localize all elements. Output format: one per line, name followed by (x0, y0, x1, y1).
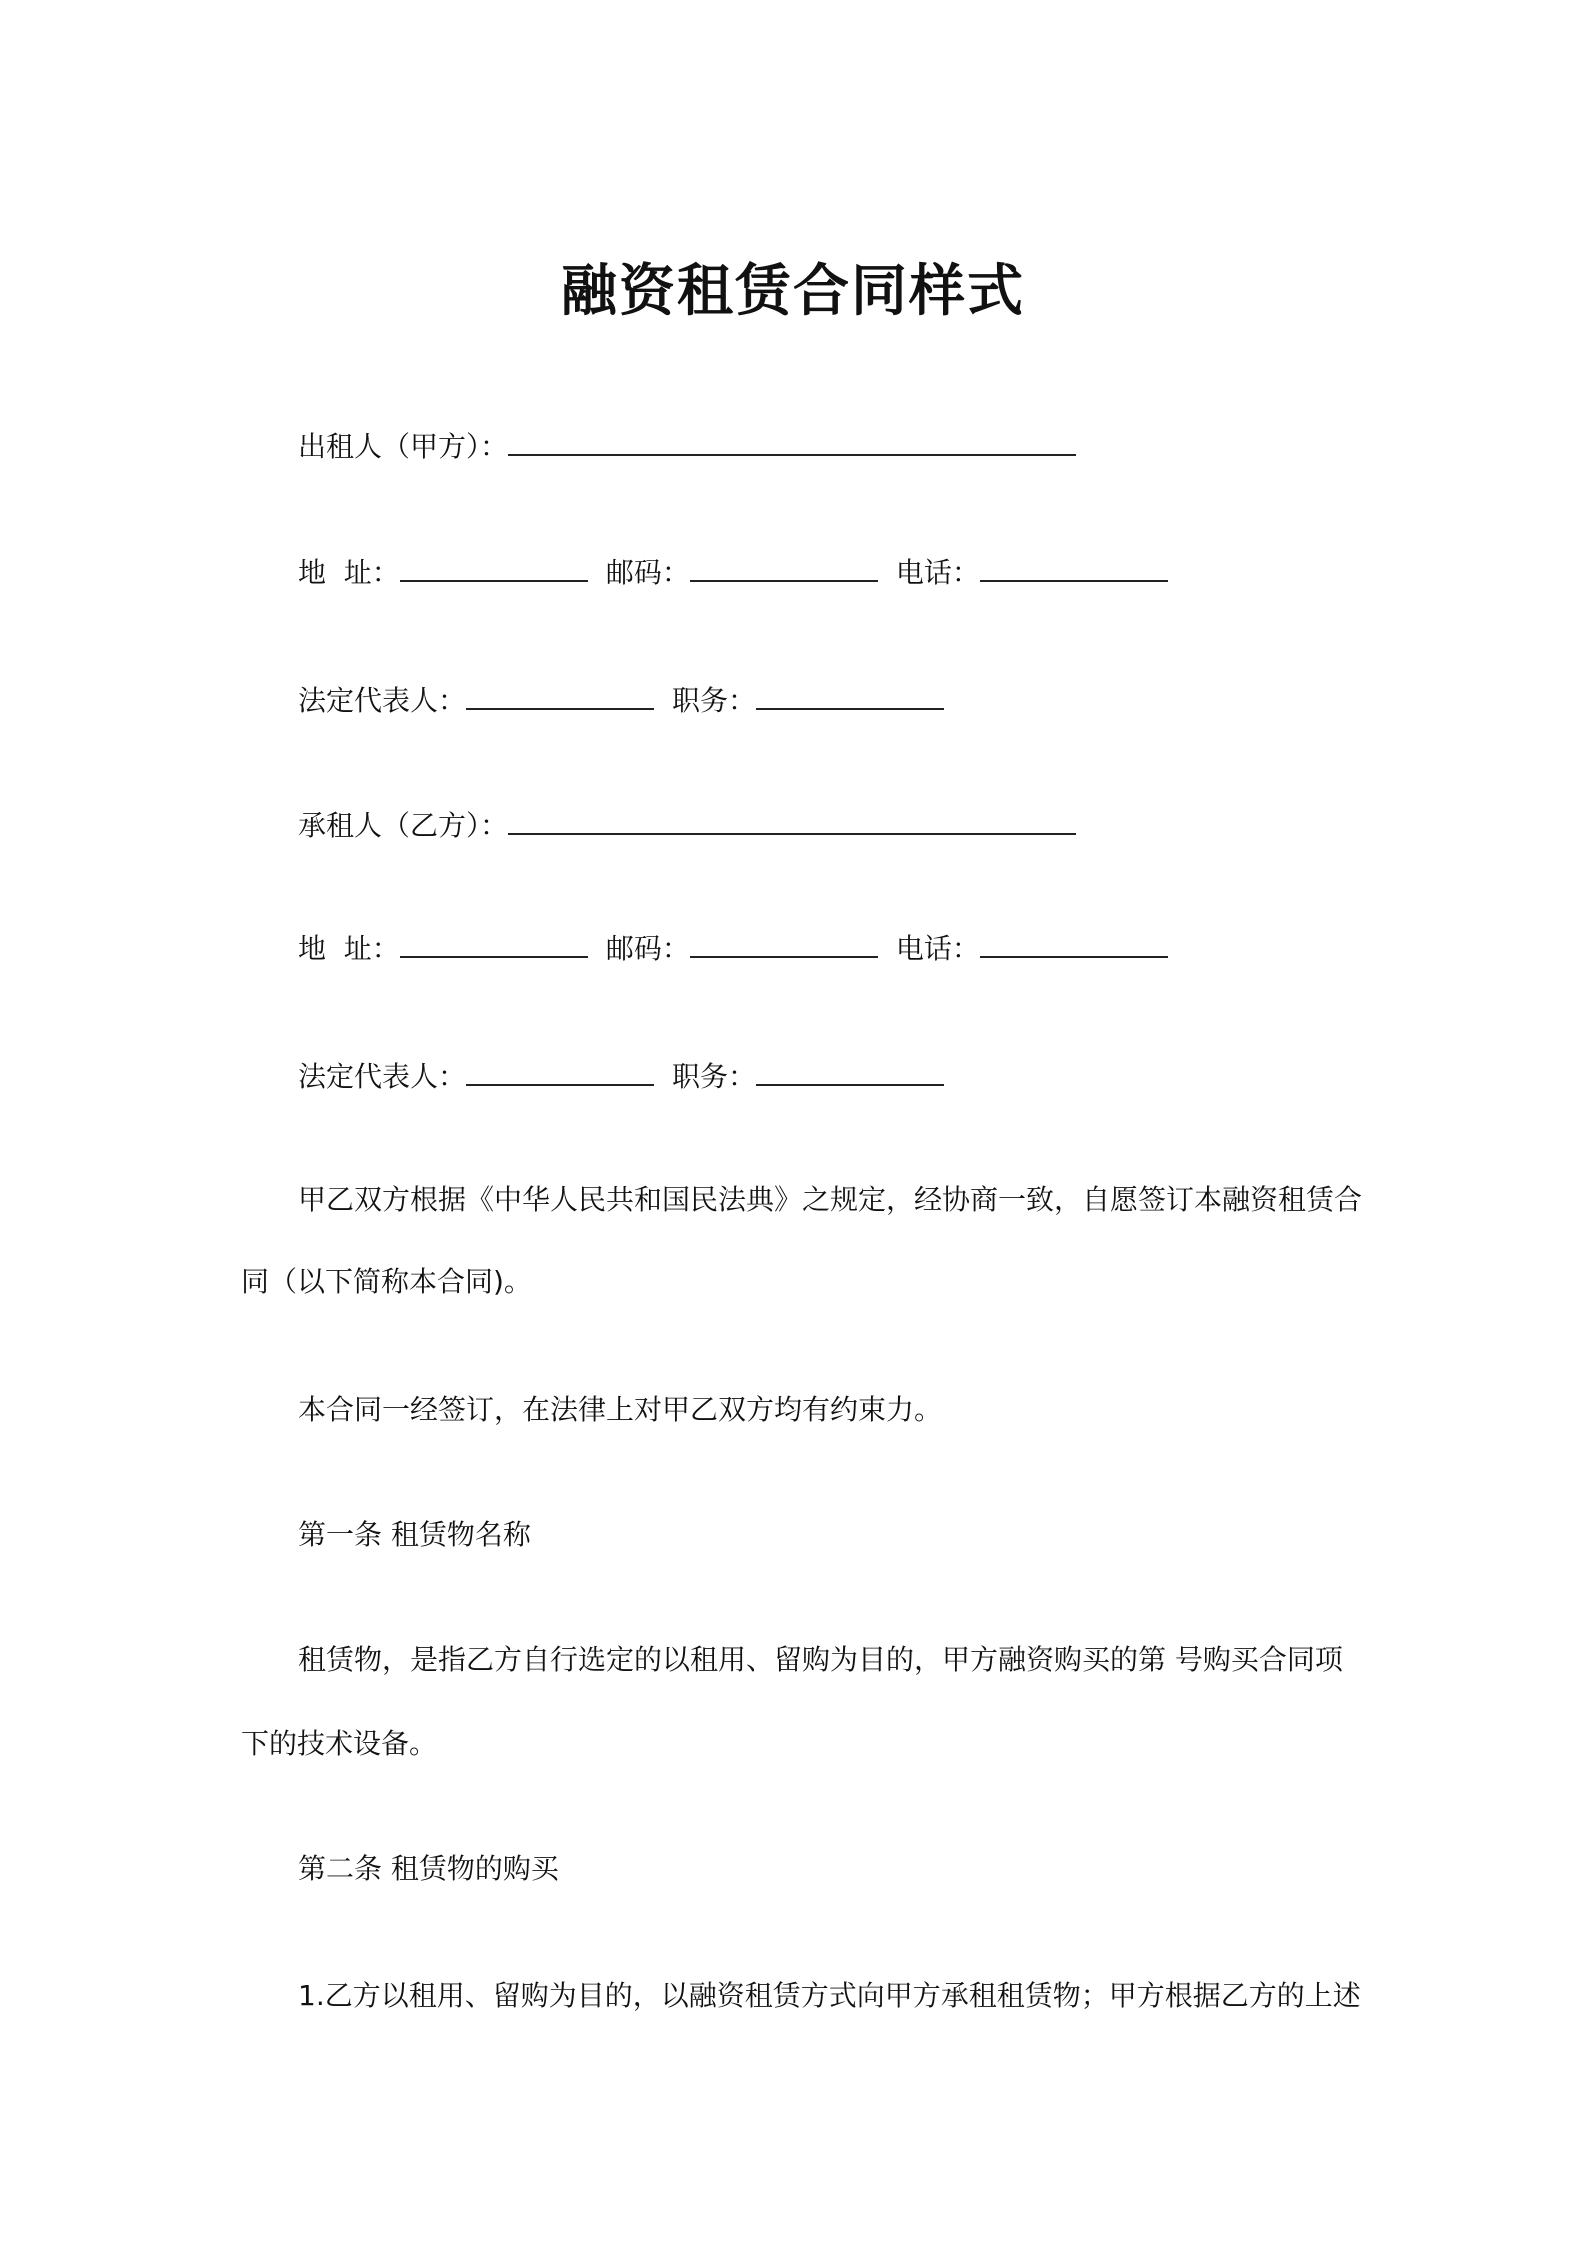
phone-blank[interactable] (980, 554, 1168, 582)
phone-blank[interactable] (980, 930, 1168, 958)
legal-rep-label: 法定代表人： (298, 684, 467, 717)
preamble-line-1: 甲乙双方根据《中华人民共和国民法典》之规定，经协商一致，自愿签订本融资租赁合 (298, 1183, 1363, 1216)
address-blank[interactable] (400, 554, 588, 582)
party-b-contact-line (298, 929, 1168, 969)
phone-label: 电话： (895, 556, 980, 589)
address-blank[interactable] (400, 930, 588, 958)
article-2-line-1: 1.乙方以租用、留购为目的，以融资租赁方式向甲方承租租赁物；甲方根据乙方的上述 (298, 1979, 1361, 2012)
legal-rep-blank[interactable] (466, 1058, 654, 1086)
position-blank[interactable] (756, 682, 944, 710)
article-1-line-2: 下的技术设备。 (241, 1727, 438, 1760)
preamble-line-2: 同（以下简称本合同)。 (241, 1265, 532, 1298)
position-label: 职务： (672, 684, 757, 717)
phone-label: 电话： (895, 932, 980, 965)
lessor-line (298, 427, 1076, 467)
position-blank[interactable] (756, 1058, 944, 1086)
postcode-label: 邮码： (605, 932, 690, 965)
lessor-blank[interactable] (508, 428, 1076, 456)
position-label: 职务： (672, 1060, 757, 1093)
lessor-label: 出租人（甲方）： (298, 430, 509, 463)
address-label: 地 址： (298, 932, 400, 965)
party-a-rep-line (298, 681, 944, 721)
postcode-label: 邮码： (605, 556, 690, 589)
document-title: 融资租赁合同样式 (561, 259, 1025, 324)
legal-rep-label: 法定代表人： (298, 1060, 467, 1093)
article-1-heading: 第一条 租赁物名称 (298, 1518, 531, 1551)
lessee-line (298, 806, 1076, 846)
lessee-blank[interactable] (508, 807, 1076, 835)
party-b-rep-line (298, 1057, 944, 1097)
postcode-blank[interactable] (690, 554, 878, 582)
address-label: 地 址： (298, 556, 400, 589)
party-a-contact-line (298, 553, 1168, 593)
legal-rep-blank[interactable] (466, 682, 654, 710)
article-2-heading: 第二条 租赁物的购买 (298, 1852, 559, 1885)
lessee-label: 承租人（乙方）： (298, 809, 509, 842)
postcode-blank[interactable] (690, 930, 878, 958)
article-1-line-1: 租赁物，是指乙方自行选定的以租用、留购为目的，甲方融资购买的第 号购买合同项 (298, 1643, 1343, 1676)
binding-statement: 本合同一经签订，在法律上对甲乙双方均有约束力。 (298, 1393, 943, 1426)
